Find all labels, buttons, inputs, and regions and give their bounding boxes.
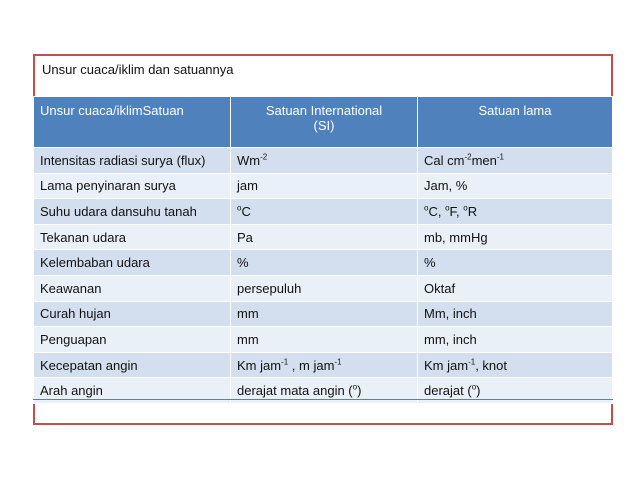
header-unsur: Unsur cuaca/iklimSatuan [34, 97, 231, 148]
cell-lama: Oktaf [418, 275, 613, 301]
table-row [34, 250, 613, 276]
header-si-line1: Satuan International [265, 103, 383, 118]
cell-unsur: Curah hujan [34, 301, 231, 327]
lama-mid: men [471, 152, 497, 168]
cell-lama [418, 148, 613, 174]
cell-si [231, 148, 418, 174]
table-header-row [34, 97, 613, 148]
cell-si [231, 199, 418, 225]
lama-c: R [467, 203, 478, 219]
cell-si: jam [231, 173, 418, 199]
lama-end: , knot [475, 357, 507, 373]
cell-lama [418, 199, 613, 225]
lama-text: Km jam [424, 357, 469, 373]
table-row [34, 173, 613, 199]
lama-end: ) [476, 383, 481, 399]
cell-unsur: Keawanan [34, 275, 231, 301]
si-b: , m jam [288, 357, 335, 373]
si-sup: o [237, 203, 242, 213]
lama-c-sup: o [463, 203, 468, 213]
lama-text: derajat ( [424, 383, 472, 399]
cell-unsur: Intensitas radiasi surya (flux) [34, 148, 231, 174]
table-row [34, 275, 613, 301]
si-text: derajat mata angin ( [237, 383, 353, 399]
page-title: Unsur cuaca/iklim dan satuannya [42, 62, 234, 77]
table-row [34, 352, 613, 378]
cell-si: mm [231, 327, 418, 353]
lama-b-sup: o [445, 203, 450, 213]
lama-sup: -2 [464, 152, 472, 162]
units-table [33, 96, 613, 404]
si-text: Wm [237, 152, 261, 168]
cell-lama: Jam, % [418, 173, 613, 199]
si-sup: o [352, 382, 358, 392]
table-row [34, 327, 613, 353]
header-satuan-lama: Satuan lama [418, 97, 613, 148]
cell-unsur: Penguapan [34, 327, 231, 353]
cell-si: persepuluh [231, 275, 418, 301]
lama-sup: o [471, 382, 477, 392]
cell-unsur: Arah angin [34, 378, 231, 404]
cell-lama: Mm, inch [418, 301, 613, 327]
cell-unsur: Suhu udara dansuhu tanah [34, 199, 231, 225]
table-row [34, 301, 613, 327]
si-a-sup: -1 [281, 357, 289, 367]
table-row [34, 199, 613, 225]
cell-unsur: Lama penyinaran surya [34, 173, 231, 199]
cell-unsur: Tekanan udara [34, 224, 231, 250]
cell-si [231, 352, 418, 378]
lama-b: F, [449, 203, 464, 219]
si-text: C [241, 203, 251, 219]
table-row [34, 224, 613, 250]
cell-si: % [231, 250, 418, 276]
table-row [34, 148, 613, 174]
cell-lama: mb, mmHg [418, 224, 613, 250]
si-end: ) [357, 383, 362, 399]
table-bottom-rule [33, 399, 613, 400]
si-b-sup: -1 [334, 357, 342, 367]
cell-lama: mm, inch [418, 327, 613, 353]
si-sup: -2 [260, 152, 268, 162]
cell-lama [418, 352, 613, 378]
lama-sup2: -1 [496, 152, 504, 162]
lama-a-sup: o [424, 203, 429, 213]
cell-unsur: Kecepatan angin [34, 352, 231, 378]
lama-sup: -1 [468, 357, 476, 367]
lama-a: C, [428, 203, 446, 219]
cell-lama: % [418, 250, 613, 276]
si-a: Km jam [237, 357, 282, 373]
cell-unsur: Kelembaban udara [34, 250, 231, 276]
lama-text: Cal cm [424, 152, 465, 168]
header-si [231, 97, 418, 148]
header-si-line2: (SI) [313, 118, 335, 133]
cell-si: mm [231, 301, 418, 327]
cell-si: Pa [231, 224, 418, 250]
